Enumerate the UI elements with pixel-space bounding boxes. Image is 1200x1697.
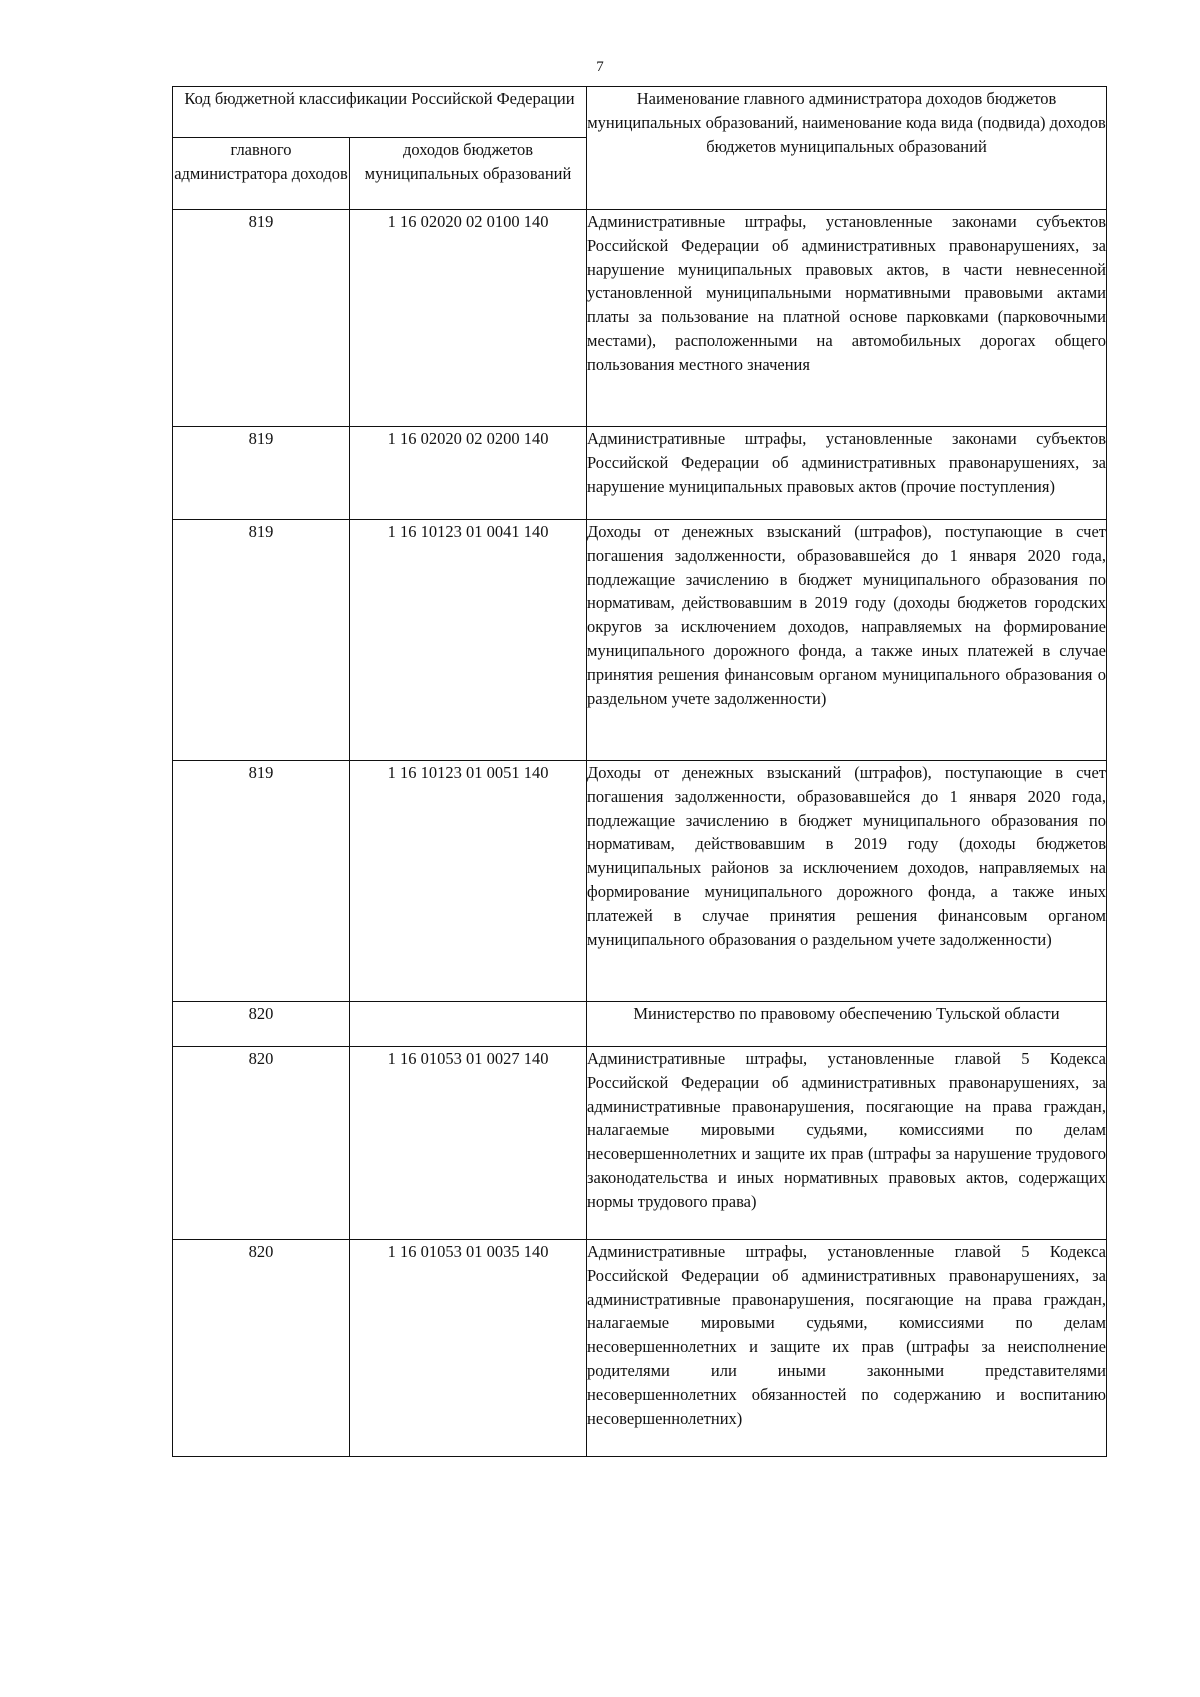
administrator-code-cell: 820 — [173, 1047, 350, 1240]
header-administrator-name: Наименование главного администратора доходов бюджетов муниципальных образований, наименование кода вида (подвида) доходов бюджетов муниципальных образований — [587, 87, 1107, 210]
revenue-name-cell: Административные штрафы, установленные главой 5 Кодекса Российской Федерации об административных правонарушениях, за административные правонарушения, посягающие на права граждан, налагаемые мировыми судьями, комиссиями по делам несовершеннолетних и защите их прав (штрафы за нарушение трудового законодательства и иных нормативных правовых актов, содержащих нормы трудового права) — [587, 1047, 1107, 1240]
table-body — [173, 210, 1107, 1457]
revenue-code-cell: 1 16 01053 01 0035 140 — [350, 1240, 587, 1457]
page-number: 7 — [596, 59, 604, 75]
budget-classification-table — [172, 86, 1107, 1457]
revenue-name-cell: Доходы от денежных взысканий (штрафов), поступающие в счет погашения задолженности, образовавшейся до 1 января 2020 года, подлежащие зачислению в бюджет муниципального образования по нормативам, действовавшим в 2019 году (доходы бюджетов городских округов за исключением доходов, направляемых на формирование муниципального дорожного фонда, а также иных платежей в случае принятия решения финансовым органом муниципального образования о раздельном учете задолженности) — [587, 520, 1107, 761]
administrator-code-cell: 819 — [173, 427, 350, 520]
table-row — [173, 761, 1107, 1002]
revenue-code-cell: 1 16 02020 02 0200 140 — [350, 427, 587, 520]
administrator-name-cell: Министерство по правовому обеспечению Тульской области — [587, 1002, 1107, 1047]
table-row — [173, 1047, 1107, 1240]
revenue-name-cell: Административные штрафы, установленные главой 5 Кодекса Российской Федерации об административных правонарушениях, за административные правонарушения, посягающие на права граждан, налагаемые мировыми судьями, комиссиями по делам несовершеннолетних и защите их прав (штрафы за неисполнение родителями или иными законными представителями несовершеннолетних обязанностей по содержанию и воспитанию несовершеннолетних) — [587, 1240, 1107, 1457]
revenue-code-cell: 1 16 10123 01 0051 140 — [350, 761, 587, 1002]
revenue-name-cell: Доходы от денежных взысканий (штрафов), поступающие в счет погашения задолженности, образовавшейся до 1 января 2020 года, подлежащие зачислению в бюджет муниципального образования по нормативам, действовавшим в 2019 году (доходы бюджетов муниципальных районов за исключением доходов, направляемых на формирование муниципального дорожного фонда, а также иных платежей в случае принятия решения финансовым органом муниципального образования о раздельном учете задолженности) — [587, 761, 1107, 1002]
header-main-administrator: главного администратора доходов — [173, 138, 350, 210]
revenue-code-cell: 1 16 02020 02 0100 140 — [350, 210, 587, 427]
table-row — [173, 1240, 1107, 1457]
table-header — [173, 87, 1107, 210]
administrator-code-cell: 819 — [173, 210, 350, 427]
header-budget-classification-code: Код бюджетной классификации Российской Федерации — [173, 87, 587, 138]
administrator-code-cell: 820 — [173, 1240, 350, 1457]
table-row-administrator — [173, 1002, 1107, 1047]
table-row — [173, 427, 1107, 520]
header-municipal-revenue-code: доходов бюджетов муниципальных образований — [350, 138, 587, 210]
header-row-top — [173, 87, 1107, 138]
table-row — [173, 520, 1107, 761]
administrator-code-cell: 820 — [173, 1002, 350, 1047]
administrator-code-cell: 819 — [173, 761, 350, 1002]
table-row — [173, 210, 1107, 427]
revenue-code-cell: 1 16 01053 01 0027 140 — [350, 1047, 587, 1240]
revenue-name-cell: Административные штрафы, установленные законами субъектов Российской Федерации об административных правонарушениях, за нарушение муниципальных правовых актов (прочие поступления) — [587, 427, 1107, 520]
administrator-code-cell: 819 — [173, 520, 350, 761]
revenue-code-cell: 1 16 10123 01 0041 140 — [350, 520, 587, 761]
revenue-name-cell: Административные штрафы, установленные законами субъектов Российской Федерации об административных правонарушениях, за нарушение муниципальных правовых актов, в части невнесенной установленной муниципальными нормативными правовыми актами платы за пользование на платной основе парковками (парковочными местами), расположенными на автомобильных дорогах общего пользования местного значения — [587, 210, 1107, 427]
revenue-code-cell — [350, 1002, 587, 1047]
